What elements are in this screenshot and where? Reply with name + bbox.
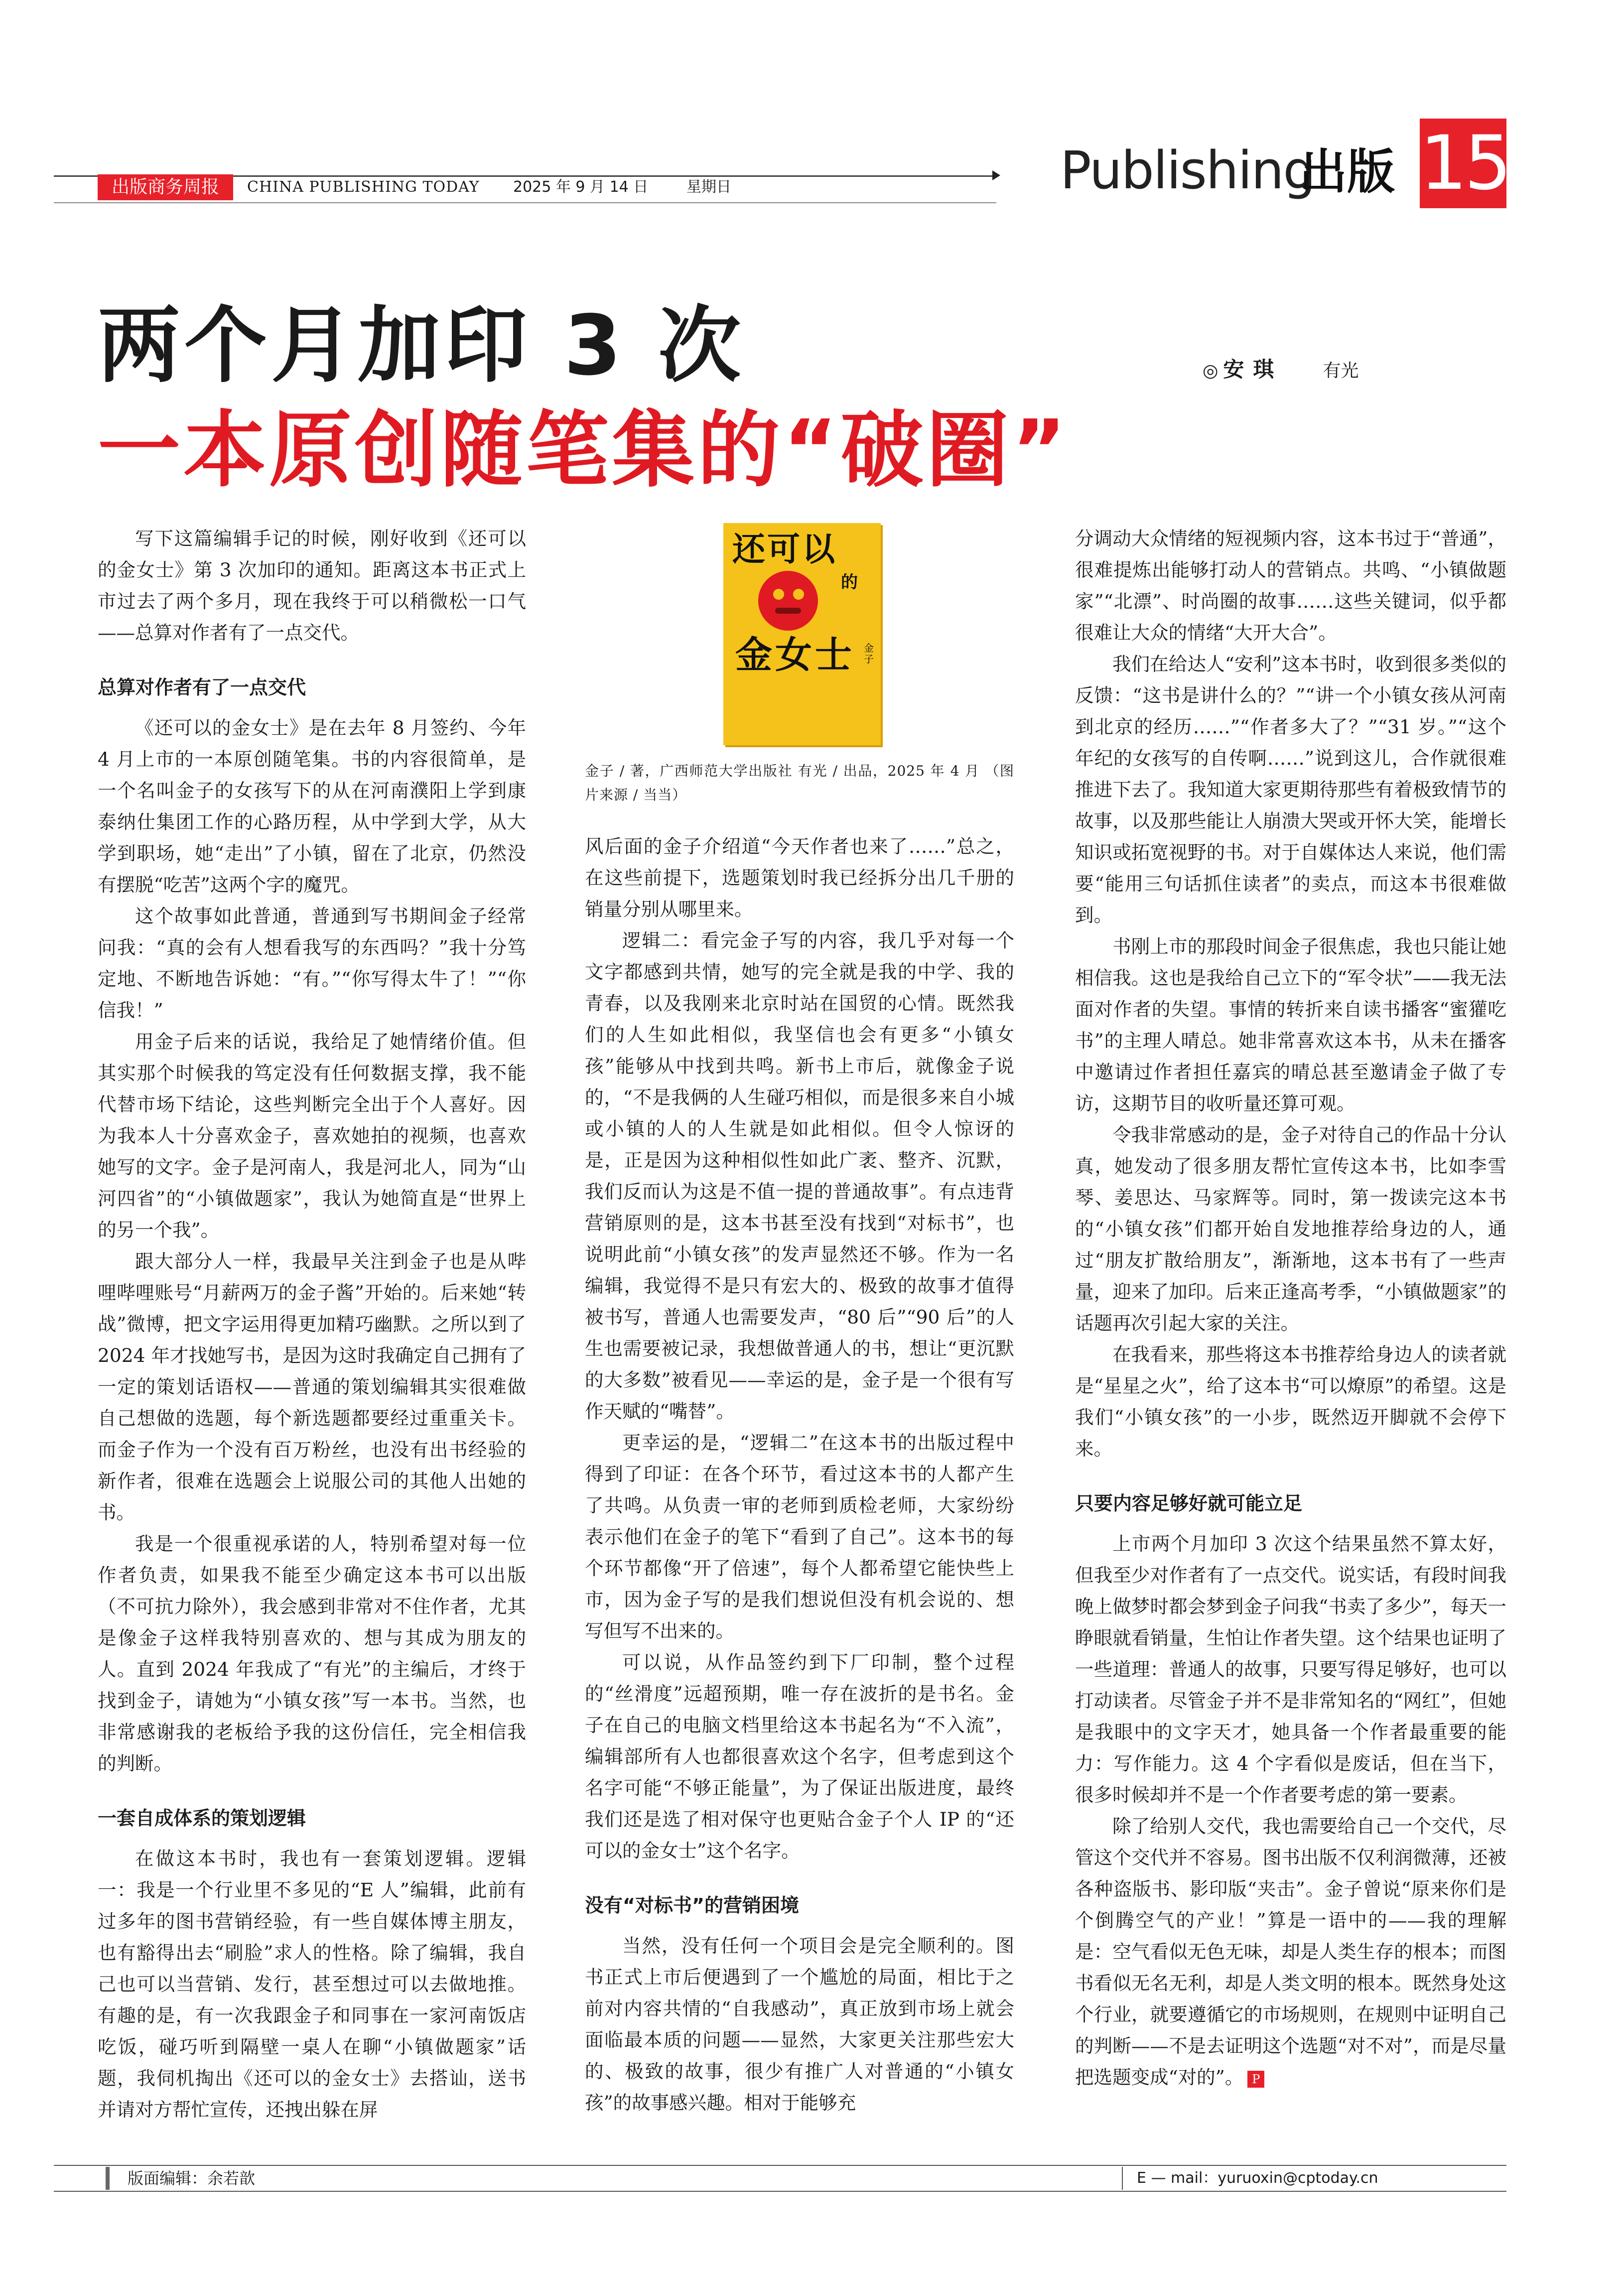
editor-email: E — mail：yuruoxin@cptoday.cn xyxy=(1137,2169,1378,2187)
byline-mark: ◎ xyxy=(1203,361,1218,381)
article-column-1 xyxy=(98,523,526,2126)
article-title-line1: 两个月加印 3 次 xyxy=(98,298,745,394)
page-number: 15 xyxy=(1420,119,1506,208)
paragraph: 更幸运的是，“逻辑二”在这本书的出版过程中得到了印证：在各个环节，看过这本书的人都产生了共鸣。从负责一审的老师到质检老师，大家纷纷表示他们在金子的笔下“看到了自己”。这本书的每个环节都像“开了倍速”，每个人都希望它能快些上市，因为金子写的是我们想说但没有机会说的、想写但写不出来的。 xyxy=(585,1432,1014,1642)
cover-title-de: 的 xyxy=(841,572,858,592)
paragraph: 当然，没有任何一个项目会是完全顺利的。图书正式上市后便遇到了一个尴尬的局面，相比于之前对内容共情的“自我感动”，真正放到市场上就会面临最本质的问题——显然，大家更关注那些宏大的、极致的故事，很少有推广人对普通的“小镇女孩”的故事感兴趣。相对于能够充 xyxy=(585,1935,1014,2114)
author-name: 安琪 xyxy=(1223,357,1283,382)
paragraph: 用金子后来的话说，我给足了她情绪价值。但其实那个时候我的笃定没有任何数据支撑，我不能代替市场下结论，这些判断完全出于个人喜好。因为我本人十分喜欢金子，喜欢她拍的视频，也喜欢她写的文字。金子是河南人，我是河北人，同为“山河四省”的“小镇做题家”，我认为她简直是“世界上的另一个我”。 xyxy=(98,1031,526,1241)
paragraph: 书刚上市的那段时间金子很焦虑，我也只能让她相信我。这也是我给自己立下的“军令状”——我无法面对作者的失望。事情的转折来自读书播客“蜜獾吃书”的主理人晴总。她非常喜欢这本书，从未在播客中邀请过作者担任嘉宾的晴总甚至邀请金子做了专访，这期节目的收听量还算可观。 xyxy=(1075,935,1506,1114)
cover-title-bottom: 金女士 xyxy=(735,634,855,676)
newspaper-english-name: CHINA PUBLISHING TODAY xyxy=(247,178,480,196)
paragraph: 这个故事如此普通，普通到写书期间金子经常问我：“真的会有人想看我写的东西吗？”我十分笃定地、不断地告诉她：“有。”“你写得太牛了！”“你信我！” xyxy=(98,905,526,1021)
section-heading: 一套自成体系的策划逻辑 xyxy=(98,1807,306,1829)
book-cover-figure xyxy=(585,523,1014,822)
paragraph xyxy=(1075,1811,1506,2093)
article-title-line2: 一本原创随笔集的“破圈” xyxy=(98,402,1070,499)
article-column-3 xyxy=(1075,523,1506,2093)
section-name-chinese: 出版 xyxy=(1299,143,1395,200)
footer-top-rule xyxy=(54,2165,1506,2166)
paragraph: 令我非常感动的是，金子对待自己的作品十分认真，她发动了很多朋友帮忙宣传这本书，比如李雪琴、姜思达、马家辉等。同时，第一拨读完这本书的“小镇女孩”们都开始自发地推荐给身边的人，通过“朋友扩散给朋友”，渐渐地，这本书有了一些声量，迎来了加印。后来正逢高考季，“小镇做题家”的话题再次引起大家的关注。 xyxy=(1075,1124,1506,1334)
paragraph: 分调动大众情绪的短视频内容，这本书过于“普通”，很难提炼出能够打动人的营销点。共鸣、“小镇做题家”“北漂”、时尚圈的故事……这些关键词，似乎都很难让大众的情绪“大开大合”。 xyxy=(1075,528,1506,644)
issue-weekday: 星期日 xyxy=(686,178,731,196)
footer-separator xyxy=(1122,2167,1123,2190)
figure-caption: 金子 / 著，广西师范大学出版社 有光 / 出品，2025 年 4 月 （图片来源 / 当当） xyxy=(585,763,1014,803)
paragraph: 在我看来，那些将这本书推荐给身边人的读者就是“星星之火”，给了这本书“可以燎原”的希望。这是我们“小镇女孩”的一小步，既然迈开脚就不会停下来。 xyxy=(1075,1343,1506,1460)
footer-bottom-rule xyxy=(54,2191,1506,2192)
paragraph: 逻辑二：看完金子写的内容，我几乎对每一个文字都感到共情，她写的完全就是我的中学、我的青春，以及我刚来北京时站在国贸的心情。既然我们的人生如此相似，我坚信也会有更多“小镇女孩”能够从中找到共鸣。新书上市后，就像金子说的，“不是我俩的人生碰巧相似，而是很多来自小城或小镇的人的人生就是如此相似。但令人惊讶的是，正是因为这种相似性如此广袤、整齐、沉默，我们反而认为这是不值一提的普通故事”。有点违背营销原则的是，这本书甚至没有找到“对标书”，也说明此前“小镇女孩”的发声显然还不够。作为一名编辑，我觉得不是只有宏大的、极致的故事才值得被书写，普通人也需要发声，“80 后”“90 后”的人生也需要被记录，我想做普通人的书，想让“更沉默的大多数”被看见——幸运的是，金子是一个很有写作天赋的“嘴替”。 xyxy=(585,930,1014,1422)
layout-editor: 版面编辑：余若歆 xyxy=(128,2169,256,2188)
newspaper-brand: 出版商务周报 xyxy=(98,174,233,200)
paragraph: 风后面的金子介绍道“今天作者也来了……”总之，在这些前提下，选题策划时我已经拆分出几千册的销量分别从哪里来。 xyxy=(585,835,1014,920)
cover-mouth xyxy=(775,608,801,614)
book-cover-image xyxy=(723,523,881,745)
paragraph: 在做这本书时，我也有一套策划逻辑。逻辑一：我是一个行业里不多见的“E 人”编辑，此前有过多年的图书营销经验，有一些自媒体博主朋友，也有豁得出去“刷脸”求人的性格。除了编辑，我自己也可以当营销、发行，甚至想过可以去做地推。有趣的是，有一次我跟金子和同事在一家河南饭店吃饭，碰巧听到隔壁一桌人在聊“小镇做题家”话题，我伺机掏出《还可以的金女士》去搭讪，送书并请对方帮忙宣传，还拽出躲在屏 xyxy=(98,1848,526,2121)
article-column-2 xyxy=(585,831,1014,2119)
paragraph: 《还可以的金女士》是在去年 8 月签约、今年 4 月上市的一本原创随笔集。书的内容很简单，是一个名叫金子的女孩写下的从在河南濮阳上学到康泰纳仕集团工作的心路历程，从中学到大学，从大学到职场，她“走出”了小镇，留在了北京，仍然没有摆脱“吃苦”这两个字的魔咒。 xyxy=(98,717,526,896)
section-heading: 没有“对标书”的营销困境 xyxy=(585,1894,799,1916)
cover-face-illustration xyxy=(758,571,818,631)
paragraph: 上市两个月加印 3 次这个结果虽然不算太好，但我至少对作者有了一点交代。说实话，有段时间我晚上做梦时都会梦到金子问我“书卖了多少”，每天一睁眼就看销量，生怕让作者失望。这个结果也证明了一些道理：普通人的故事，只要写得足够好，也可以打动读者。尽管金子并不是非常知名的“网红”，但她是我眼中的文字天才，她具备一个作者最重要的能力：写作能力。这 4 个字看似是废话，但在当下，很多时候却并不是一个作者要考虑的第一要素。 xyxy=(1075,1533,1506,1806)
masthead-bottom-rule xyxy=(54,202,996,203)
cover-eye xyxy=(773,589,784,600)
paragraph-text: 除了给别人交代，我也需要给自己一个交代，尽管这个交代并不容易。图书出版不仅利润微薄，还被各种盗版书、影印版“夹击”。金子曾说“原来你们是个倒腾空气的产业！”算是一语中的——我的理解是：空气看似无色无味，却是人类生存的根本；而图书看似无名无利，却是人类文明的根本。既然身处这个行业，就要遵循它的市场规则，在规则中证明自己的判断——不是去证明这个选题“对不对”，而是尽量把选题变成“对的”。 xyxy=(1075,1815,1506,2088)
author-organization: 有光 xyxy=(1323,361,1359,381)
footer-marker xyxy=(106,2167,110,2190)
paragraph: 可以说，从作品签约到下厂印制，整个过程的“丝滑度”远超预期，唯一存在波折的是书名。金子在自己的电脑文档里给这本书起名为“不入流”，编辑部所有人也都很喜欢这个名字，但考虑到这个名字可能“不够正能量”，为了保证出版进度，最终我们还是选了相对保守也更贴合金子个人 IP 的“还可以的金女士”这个名字。 xyxy=(585,1651,1014,1862)
cover-eye xyxy=(793,589,804,600)
masthead xyxy=(0,0,1624,209)
cover-author: 金子 xyxy=(864,642,874,665)
paragraph: 我是一个很重视承诺的人，特别希望对每一位作者负责，如果我不能至少确定这本书可以出版（不可抗力除外），我会感到非常对不住作者，尤其是像金子这样我特别喜欢的、想与其成为朋友的人。直到 2024 年我成了“有光”的主编后，才终于找到金子，请她为“小镇女孩”写一本书。当然，也非常感谢我的老板给予我的这份信任，完全相信我的判断。 xyxy=(98,1533,526,1774)
byline xyxy=(1203,355,1358,386)
section-heading: 总算对作者有了一点交代 xyxy=(98,676,306,698)
paragraph: 跟大部分人一样，我最早关注到金子也是从哔哩哔哩账号“月薪两万的金子酱”开始的。后来她“转战”微博，把文字运用得更加精巧幽默。之所以到了 2024 年才找她写书，是因为这时我确定自己拥有了一定的策划话语权——普通的策划编辑其实很难做自己想做的选题，每个新选题都要经过重重关卡。而金子作为一个没有百万粉丝，也没有出书经验的新作者，很难在选题会上说服公司的其他人出她的书。 xyxy=(98,1250,526,1523)
paragraph: 写下这篇编辑手记的时候，刚好收到《还可以的金女士》第 3 次加印的通知。距离这本书正式上市过去了两个多月，现在我终于可以稍微松一口气——总算对作者有了一点交代。 xyxy=(98,528,526,644)
end-of-article-icon: P xyxy=(1247,2071,1264,2088)
issue-date: 2025 年 9 月 14 日 xyxy=(513,178,649,196)
paragraph: 我们在给达人“安利”这本书时，收到很多类似的反馈：“这书是讲什么的？”“讲一个小镇女孩从河南到北京的经历……”“作者多大了？”“31 岁。”“这个年纪的女孩写的自传啊……”说到这儿，合作就很难推进下去了。我知道大家更期待那些有着极致情节的故事，以及那些能让人崩溃大哭或开怀大笑，能增长知识或拓宽视野的书。对于自媒体达人来说，他们需要“能用三句话抓住读者”的卖点，而这本书很难做到。 xyxy=(1075,653,1506,926)
masthead-arrow-icon xyxy=(992,170,1000,180)
cover-title-top: 还可以 xyxy=(732,530,837,568)
section-heading: 只要内容足够好就可能立足 xyxy=(1075,1492,1303,1514)
section-name-english: Publishing xyxy=(1060,140,1315,201)
